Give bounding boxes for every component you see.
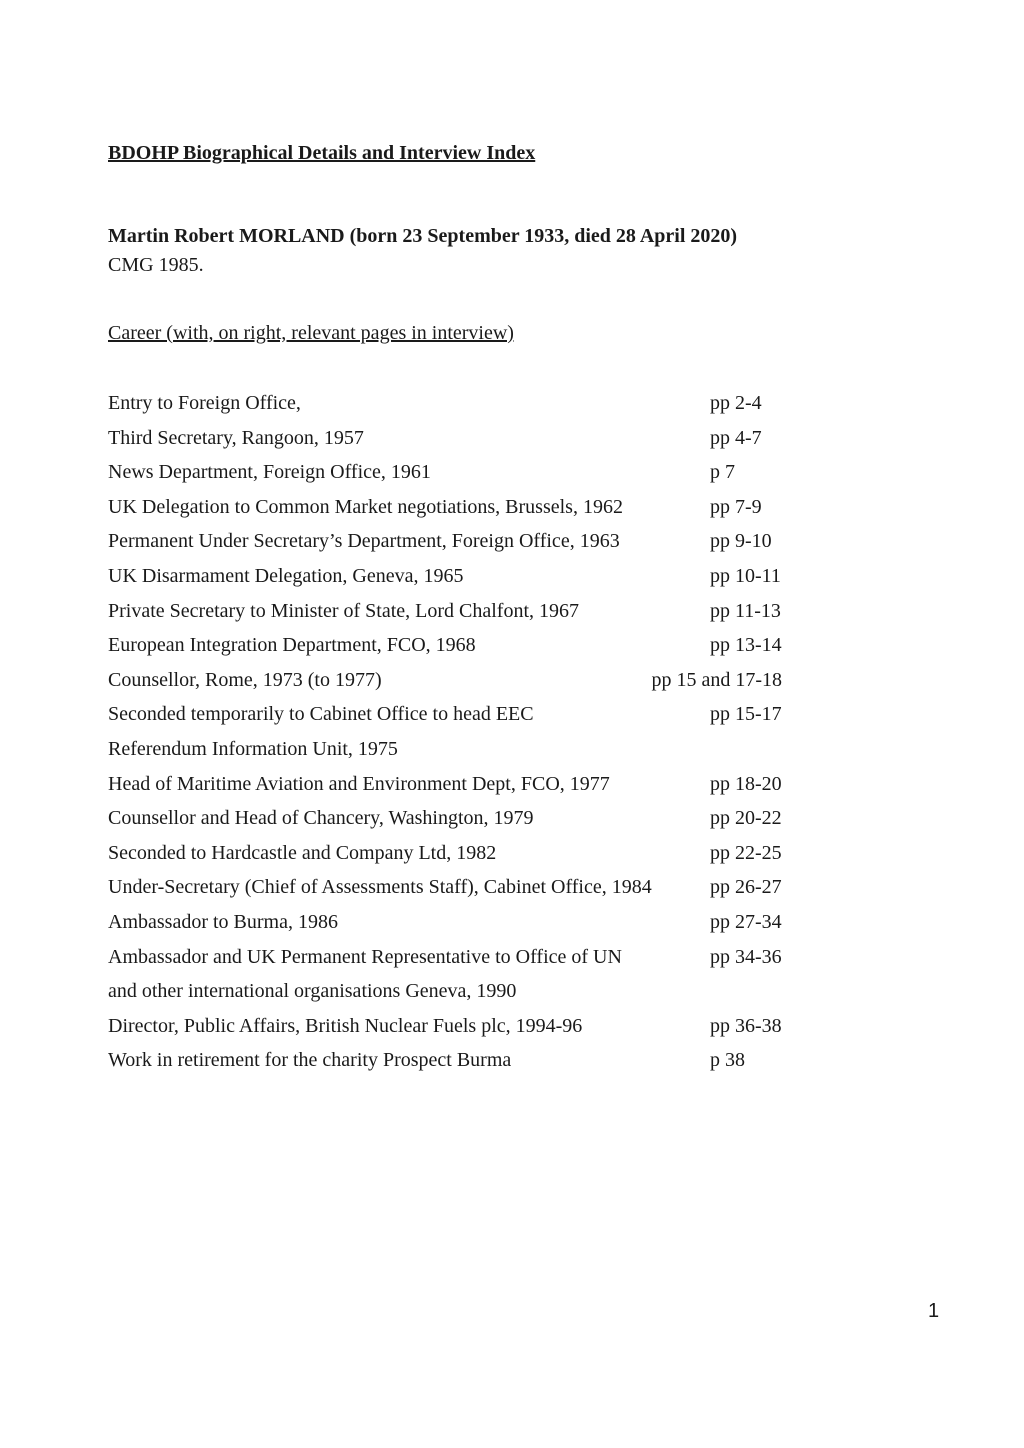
career-role-text: Entry to Foreign Office, bbox=[108, 392, 301, 414]
career-role-text: Private Secretary to Minister of State, Lord Chalfont, 1967 bbox=[108, 599, 580, 622]
career-interview-pages: pp 9-10 bbox=[710, 530, 772, 553]
career-interview-pages: pp 15 and 17-18 bbox=[651, 668, 782, 691]
career-interview-pages: pp 11-13 bbox=[710, 599, 781, 622]
career-role-text: European Integration Department, FCO, 1968 bbox=[108, 634, 476, 657]
career-interview-pages: pp 36-38 bbox=[710, 1014, 782, 1037]
career-role-text: UK Delegation to Common Market negotiations, Brussels, 1962 bbox=[108, 495, 623, 518]
career-list bbox=[108, 390, 808, 1082]
document-heading: BDOHP Biographical Details and Interview Index bbox=[108, 142, 536, 164]
career-role-text: Referendum Information Unit, 1975 bbox=[108, 737, 398, 760]
career-role-text: Director, Public Affairs, British Nuclear Fuels plc, 1994-96 bbox=[108, 1014, 583, 1037]
career-entry bbox=[108, 701, 808, 770]
career-interview-pages: p 7 bbox=[710, 461, 735, 484]
career-interview-pages: pp 4-7 bbox=[710, 426, 762, 449]
career-entry bbox=[108, 667, 808, 702]
career-entry bbox=[108, 494, 808, 529]
career-role-text: Ambassador to Burma, 1986 bbox=[108, 910, 338, 933]
career-role-text: Under-Secretary (Chief of Assessments Staff), Cabinet Office, 1984 bbox=[108, 876, 652, 899]
career-interview-pages: pp 10-11 bbox=[710, 564, 781, 587]
career-entry bbox=[108, 459, 808, 494]
subject-honours: CMG 1985. bbox=[108, 254, 204, 276]
career-role-text: Permanent Under Secretary’s Department, Foreign Office, 1963 bbox=[108, 530, 620, 553]
career-entry bbox=[108, 1047, 808, 1082]
career-interview-pages: pp 18-20 bbox=[710, 772, 782, 795]
career-role-text: Ambassador and UK Permanent Representative to Office of UN bbox=[108, 945, 622, 968]
career-interview-pages: pp 7-9 bbox=[710, 495, 762, 518]
career-interview-pages: pp 34-36 bbox=[710, 945, 782, 968]
career-entry bbox=[108, 805, 808, 840]
career-role-text: Head of Maritime Aviation and Environment Dept, FCO, 1977 bbox=[108, 772, 610, 795]
career-heading: Career (with, on right, relevant pages in interview) bbox=[108, 322, 514, 344]
career-role-text: Work in retirement for the charity Prospect Burma bbox=[108, 1049, 512, 1072]
career-interview-pages: pp 20-22 bbox=[710, 807, 782, 830]
career-entry bbox=[108, 528, 808, 563]
career-entry bbox=[108, 840, 808, 875]
career-entry bbox=[108, 425, 808, 460]
career-role-text: Seconded temporarily to Cabinet Office to head EEC bbox=[108, 703, 534, 726]
subject-name-line: Martin Robert MORLAND (born 23 September 1933, died 28 April 2020) bbox=[108, 225, 738, 247]
career-entry bbox=[108, 598, 808, 633]
career-interview-pages: pp 15-17 bbox=[710, 703, 782, 726]
page-number: 1 bbox=[928, 1300, 940, 1322]
career-role-text: UK Disarmament Delegation, Geneva, 1965 bbox=[108, 564, 464, 587]
career-role-text: Counsellor and Head of Chancery, Washington, 1979 bbox=[108, 807, 534, 830]
career-entry bbox=[108, 771, 808, 806]
career-interview-pages: pp 22-25 bbox=[710, 841, 782, 864]
career-interview-pages: pp 26-27 bbox=[710, 876, 782, 899]
career-interview-pages: pp 27-34 bbox=[710, 910, 782, 933]
career-entry bbox=[108, 874, 808, 909]
career-entry bbox=[108, 1013, 808, 1048]
career-role-text: News Department, Foreign Office, 1961 bbox=[108, 461, 431, 484]
career-role-text: Counsellor, Rome, 1973 (to 1977) bbox=[108, 668, 382, 691]
career-role-text: and other international organisations Geneva, 1990 bbox=[108, 980, 517, 1003]
career-interview-pages: p 38 bbox=[710, 1049, 745, 1072]
career-entry bbox=[108, 563, 808, 598]
career-entry bbox=[108, 909, 808, 944]
career-role-text: Third Secretary, Rangoon, 1957 bbox=[108, 426, 364, 449]
career-entry bbox=[108, 632, 808, 667]
career-entry bbox=[108, 390, 808, 425]
career-entry bbox=[108, 944, 808, 1013]
career-interview-pages: pp 2-4 bbox=[710, 392, 762, 414]
career-role-text: Seconded to Hardcastle and Company Ltd, 1982 bbox=[108, 841, 497, 864]
career-interview-pages: pp 13-14 bbox=[710, 634, 782, 657]
